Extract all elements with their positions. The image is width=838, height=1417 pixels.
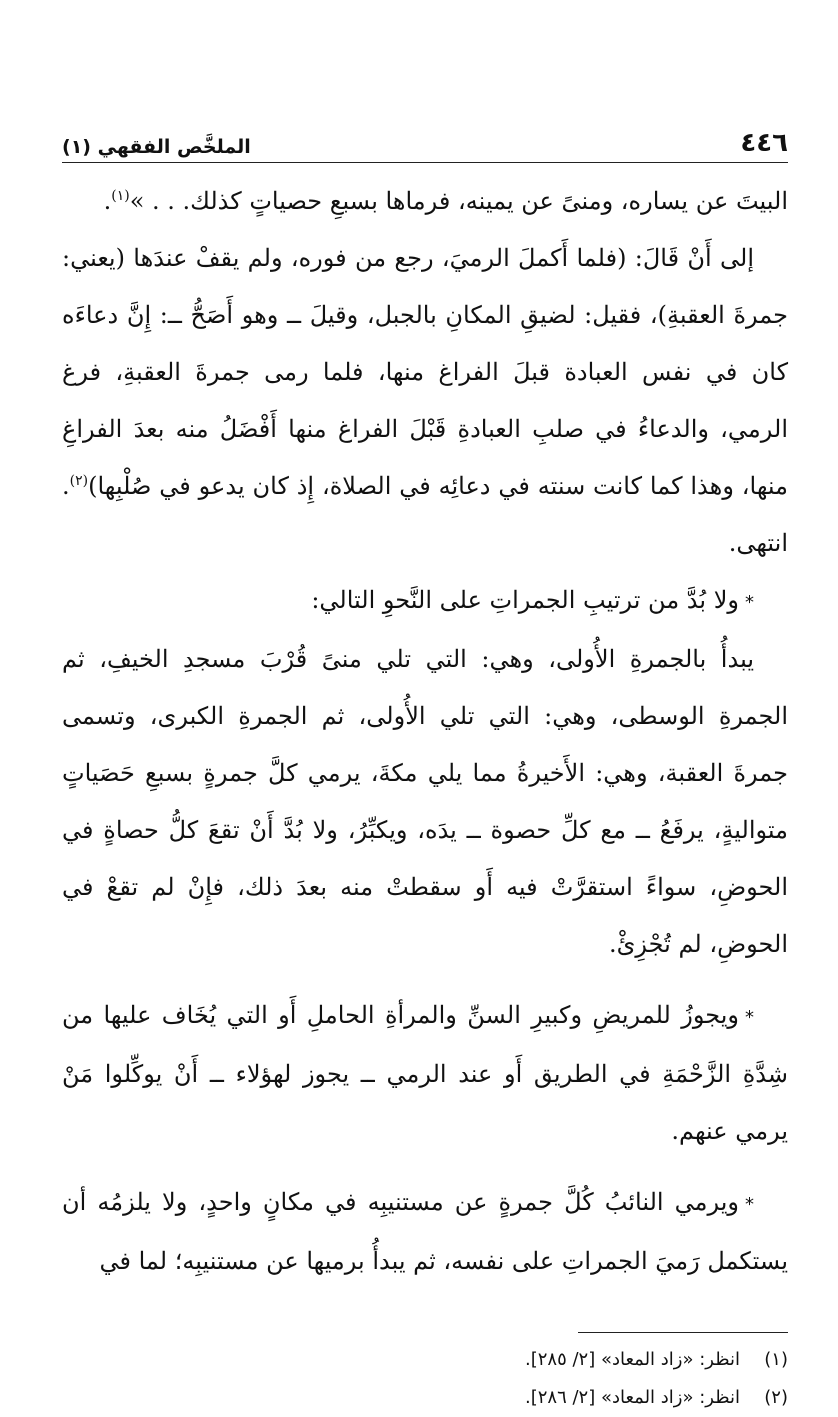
paragraph-text: إلى أَنْ قَالَ: (فلما أَكملَ الرميَ، رجع من فوره، ولم يقفْ عندَها (يعني: جمرةَ العقبةِ)، فقيل: لضيقِ المكانِ بالجبل، وقيلَ ــ وهو أَصَحُّ ــ: إِنَّ دعاءَه كان في نفس العبادة قبلَ الفراغ منها، فلما رمى جمرةَ العقبةِ، فرغ الرمي، والدعاءُ في صلبِ العبادةِ قَبْلَ الفراغ منها أَفْضَلُ منه بعدَ الفراغِ منها، وهذا كما كانت سنته في دعائِه في الصلاة، إِذ كان يدعو في صُلْبِها): [62, 244, 788, 500]
paragraph-text: يبدأُ بالجمرةِ الأُولى، وهي: التي تلي منىً قُرْبَ مسجدِ الخيفِ، ثم الجمرةِ الوسطى، وهي: التي تلي الأُولى، ثم الجمرةِ الكبرى، وتسمى جمرةَ العقبة، وهي: الأَخيرةُ مما يلي مكةَ، يرمي كلَّ جمرةٍ بسبعِ حَصَياتٍ متواليةٍ، يرفَعُ ــ مع كلِّ حصوة ــ يدَه، ويكبِّرُ، ولا بُدَّ أَنْ تقعَ كلُّ حصاةٍ في الحوضِ، سواءً استقرَّتْ فيه أَو سقطتْ منه بعدَ ذلك، فإِنْ لم تقعْ في الحوضِ، لم تُجْزِئْ.: [62, 645, 788, 958]
paragraph-text: البيتَ عن يساره، ومنىً عن يمينه، فرماها بسبعِ حصياتٍ كذلك. . . »: [129, 187, 788, 215]
footnotes: [62, 1341, 788, 1417]
asterisk-marker: *: [745, 1194, 754, 1215]
asterisk-marker: *: [745, 592, 754, 613]
paragraph-text: ويجوزُ للمريضِ وكبيرِ السنِّ والمرأةِ الحاملِ أَو التي يُخَاف عليها من شِدَّةِ الزَّحْمَةِ في الطريق أَو عند الرمي ــ يجوز لهؤلاء ــ أَنْ يوكِّلوا مَنْ يرمي عنهم.: [62, 1001, 788, 1145]
footnote-reference: (١): [111, 188, 130, 204]
body-paragraph: [62, 987, 788, 1160]
asterisk-marker: *: [745, 1007, 754, 1028]
footnote-number: (٢): [764, 1387, 788, 1408]
body-paragraph: [62, 631, 788, 973]
body-paragraph: [62, 173, 788, 230]
running-header: [62, 124, 788, 163]
footnote-reference: (٢): [69, 473, 89, 489]
footnote-item: [62, 1341, 788, 1379]
book-title: الملخَّص الفقهي (١): [62, 136, 251, 158]
body-paragraph: [62, 230, 788, 572]
paragraph-tail: .: [103, 187, 112, 215]
paragraph-tail: . انتهى.: [62, 472, 788, 557]
body-paragraph: [62, 1174, 788, 1290]
footnote-number: (١): [764, 1349, 788, 1370]
footnote-divider: [578, 1332, 788, 1333]
body-paragraph: [62, 572, 788, 631]
footnote-item: [62, 1379, 788, 1417]
footnote-text: انظر: «زاد المعاد» [٢/ ٢٨٦].: [524, 1387, 740, 1408]
paragraph-text: ويرمي النائبُ كُلَّ جمرةٍ عن مستنيبِه في مكانٍ واحدٍ، ولا يلزمُه أن يستكمل رَميَ الجمراتِ على نفسه، ثم يبدأُ برميها عن مستنيبِه؛ لما في: [62, 1188, 788, 1275]
paragraph-text: ولا بُدَّ من ترتيبِ الجمراتِ على النَّحوِ التالي:: [311, 586, 739, 614]
page-number: ٤٤٦: [740, 128, 788, 158]
main-text: [62, 173, 788, 1290]
book-page: [62, 124, 788, 1417]
footnote-text: انظر: «زاد المعاد» [٢/ ٢٨٥].: [524, 1349, 740, 1370]
